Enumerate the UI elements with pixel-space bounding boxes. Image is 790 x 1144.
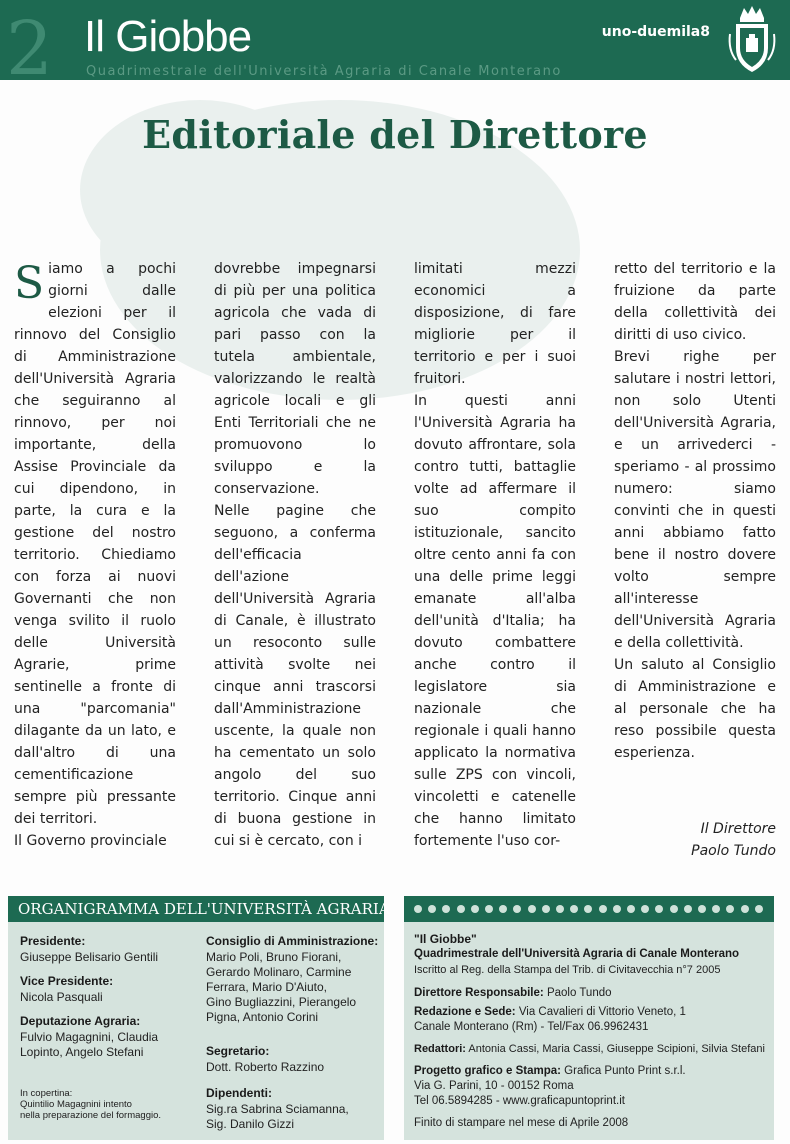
decorative-dot (698, 905, 706, 913)
article-column-4 (614, 258, 776, 764)
column-1-tail: Il Governo provinciale (14, 833, 167, 849)
article-column-3 (414, 258, 576, 852)
masthead (0, 0, 790, 80)
segretario-name: Dott. Roberto Razzino (206, 1060, 325, 1074)
decorative-dot (726, 905, 734, 913)
print-date: Finito di stampare nel mese di Aprile 2008 (414, 1117, 629, 1129)
decorative-dot (741, 905, 749, 913)
deputazione-line-1: Fulvio Magagnini, Claudia (20, 1030, 159, 1044)
decorative-dot (556, 905, 564, 913)
drop-cap: S (14, 258, 45, 309)
redattori-label: Redattori: (414, 1043, 466, 1055)
signature-name: Paolo Tundo (691, 843, 776, 859)
issue-label: uno-duemila8 (601, 24, 710, 40)
column-1-text: iamo a pochi giorni dalle elezioni per il rinnovo del Consiglio di Amministrazione dell'Università Agraria che seguiranno al rinnovo, per noi importante, della Assise Provinciale da cui dipendono, in parte, la cura e la gestione del nostro territorio. Chiediamo con forza ai nuovi Governanti che non venga svilito il ruolo delle Università Agrarie, prime sentinelle a fronte di una "parcomania" dilagante da un lato, e dall'altro di una cementificazione sempre più pressante dei territori. (14, 261, 176, 827)
consiglio-line-2: Gerardo Molinaro, Carmine (206, 965, 352, 979)
editorial-title: Editoriale del Direttore (142, 112, 648, 157)
colophon-direttore (414, 986, 612, 1001)
redazione-line-2: Canale Monterano (Rm) - Tel/Fax 06.9962431 (414, 1021, 649, 1033)
issue-number: 2 (6, 6, 54, 80)
colophon-redattori (414, 1042, 765, 1057)
direttore-label: Direttore Responsabile: (414, 987, 544, 999)
cover-caption-3: nella preparazione del formaggio. (20, 1110, 162, 1121)
signature (691, 818, 776, 862)
column-3-paragraph-2: In questi anni l'Università Agraria ha dovuto affrontare, sola contro tutti, battaglie volte ad affermare il suo compito istituzionale, sancito oltre cento anni fa con una delle prime leggi emanate all'alba dell'unità d'Italia; ha dovuto combattere anche contro il legislatore sia nazionale che regionale i quali hanno applicato la normativa sulle ZPS con vincoli, vincoletti e catenelle che hanno limitato fortemente l'uso cor- (414, 393, 576, 849)
presidente-label: Presidente: (20, 934, 86, 948)
decorative-dot (457, 905, 465, 913)
decorative-dot (428, 905, 436, 913)
decorative-dot (712, 905, 720, 913)
decorative-dot (528, 905, 536, 913)
printer-address: Via G. Parini, 10 - 00152 Roma (414, 1080, 574, 1092)
decorative-dot (627, 905, 635, 913)
organigram-box (8, 896, 390, 1140)
redazione-label: Redazione e Sede: (414, 1006, 516, 1018)
colophon-progetto (414, 1064, 686, 1079)
colophon-dot-bar (404, 896, 774, 922)
colophon-box (404, 896, 774, 1140)
article-column-1 (14, 258, 176, 852)
dipendenti-label: Dipendenti: (206, 1086, 272, 1100)
organigram-title: ORGANIGRAMMA DELL'UNIVERSITÀ AGRARIA (8, 896, 384, 922)
segretario-label: Segretario: (206, 1044, 270, 1058)
decorative-dot (684, 905, 692, 913)
colophon-redazione (414, 1005, 686, 1020)
decorative-dot (584, 905, 592, 913)
dipendenti-line-1: Sig.ra Sabrina Sciamanna, (206, 1102, 349, 1116)
decorative-dot (442, 905, 450, 913)
column-2-paragraph-1: dovrebbe impegnarsi di più per una politica agricola che vada di pari passo con la tutela ambientale, valorizzando le realtà agricole locali e gli Enti Territoriali che ne promuovono lo sviluppo e la conservazione. (214, 261, 376, 497)
decorative-dot (542, 905, 550, 913)
decorative-dot (485, 905, 493, 913)
consiglio-line-5: Pigna, Antonio Corini (206, 1010, 319, 1024)
deputazione-label: Deputazione Agraria: (20, 1014, 141, 1028)
decorative-dot (755, 905, 763, 913)
decorative-dot (670, 905, 678, 913)
vice-presidente-label: Vice Presidente: (20, 974, 114, 988)
article-column-2 (214, 258, 376, 852)
colophon-subtitle: Quadrimestrale dell'Università Agraria di Canale Monterano (414, 948, 740, 960)
decorative-dot (513, 905, 521, 913)
column-4-paragraph-3: Un saluto al Consiglio di Amministrazione e al personale che ha reso possibile questa esperienza. (614, 657, 776, 761)
redazione-line-1: Via Cavalieri di Vittorio Veneto, 1 (518, 1006, 686, 1018)
cover-caption-1: In copertina: (20, 1088, 73, 1099)
editorial-article (14, 258, 778, 870)
coat-of-arms-icon (726, 4, 778, 76)
colophon-name: "Il Giobbe" (414, 932, 477, 946)
consiglio-line-3: Ferrara, Mario D'Aiuto, (206, 980, 327, 994)
column-3-paragraph-1: limitati mezzi economici a disposizione, di fare migliorie per il territorio e per i suoi fruitori. (414, 261, 576, 387)
dipendenti-line-2: Sig. Danilo Gizzi (206, 1117, 295, 1131)
consiglio-label: Consiglio di Amministrazione: (206, 934, 379, 948)
column-4-paragraph-2: Brevi righe per salutare i nostri lettori, non solo Utenti dell'Università Agraria, e un arrivederci - speriamo - al prossimo numero: siamo convinti che in questi anni abbiamo fatto bene il nostro dovere volto sempre all'interesse dell'Università Agraria e della collettività. (614, 349, 776, 651)
printer-contacts: Tel 06.5894285 - www.graficapuntoprint.it (414, 1095, 625, 1107)
progetto-label: Progetto grafico e Stampa: (414, 1065, 561, 1077)
decorative-dot (599, 905, 607, 913)
decorative-dot (613, 905, 621, 913)
magazine-subtitle: Quadrimestrale dell'Università Agraria di Canale Monterano (86, 64, 562, 79)
decorative-dot (414, 905, 422, 913)
presidente-name: Giuseppe Belisario Gentili (20, 950, 159, 964)
decorative-dot (471, 905, 479, 913)
colophon-registration: Iscritto al Reg. della Stampa del Trib. di Civitavecchia n°7 2005 (414, 964, 721, 976)
decorative-dot (570, 905, 578, 913)
decorative-dot (655, 905, 663, 913)
consiglio-line-4: Gino Bugliazzini, Pierangelo (206, 995, 357, 1009)
redattori-names: Antonia Cassi, Maria Cassi, Giuseppe Scipioni, Silvia Stefani (468, 1043, 765, 1055)
progetto-name: Grafica Punto Print s.r.l. (564, 1065, 686, 1077)
deputazione-line-2: Lopinto, Angelo Stefani (20, 1045, 144, 1059)
vice-presidente-name: Nicola Pasquali (20, 990, 103, 1004)
direttore-name: Paolo Tundo (546, 987, 612, 999)
magazine-title: Il Giobbe (84, 12, 252, 61)
decorative-dot (499, 905, 507, 913)
decorative-dot (641, 905, 649, 913)
column-2-paragraph-2: Nelle pagine che seguono, a conferma dell'efficacia dell'azione dell'Università Agraria di Canale, è illustrato un resoconto sulle attività svolte nei cinque anni trascorsi dall'Amministrazione uscente, la quale non ha cementato un solo angolo del suo territorio. Cinque anni di buona gestione in cui si è cercato, con i (214, 503, 376, 849)
column-4-paragraph-1: retto del territorio e la fruizione da parte della collettività dei diritti di uso civico. (614, 261, 776, 343)
consiglio-line-1: Mario Poli, Bruno Fiorani, (206, 950, 342, 964)
signature-role: Il Direttore (700, 821, 776, 837)
cover-caption-2: Quintilio Magagnini intento (20, 1099, 132, 1110)
